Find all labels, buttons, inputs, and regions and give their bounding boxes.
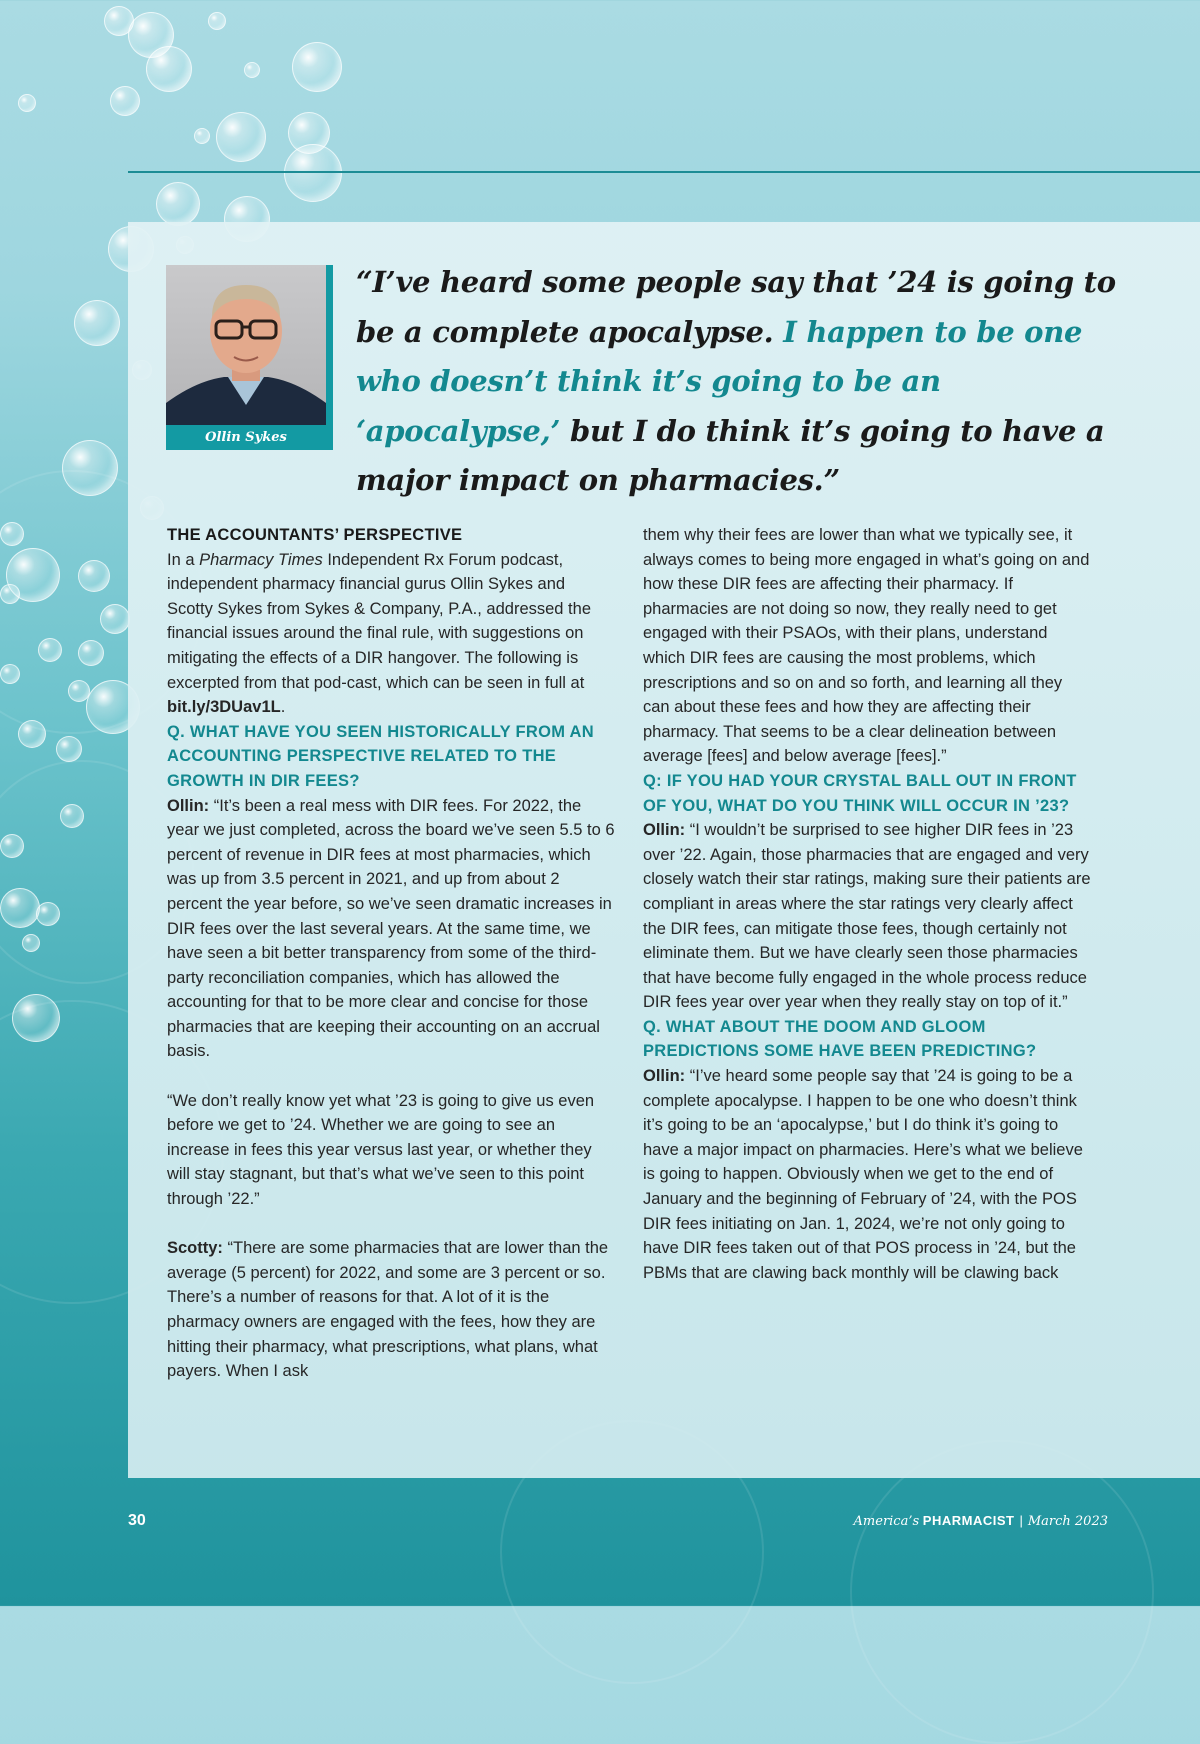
question-heading: Q. WHAT ABOUT THE DOOM AND GLOOM PREDICTIONS SOME HAVE BEEN PREDICTING? — [643, 1017, 1037, 1061]
article-column-right — [643, 523, 1091, 1285]
issue-date: March 2023 — [1027, 1514, 1108, 1529]
portrait-frame — [166, 265, 333, 450]
pull-quote-highlight: I happen to be one who doesn’t think it’s going to be an ‘apocalypse,’ — [356, 314, 1083, 448]
pull-quote-part1: “I’ve heard some people say that ’24 is going to be a complete apocalypse. — [356, 265, 1116, 349]
podcast-link[interactable]: bit.ly/3DUav1L — [167, 698, 281, 717]
pull-quote — [356, 258, 1146, 506]
magazine-prefix: America’s — [853, 1514, 920, 1529]
answer-text: “I wouldn’t be surprised to see higher DIR fees in ’23 over ’22. Again, those pharmacies that are engaged and very closely watch their star ratings, making sure their patients are compliant in areas where the star ratings very clearly affect the DIR fees, can mitigate those fees, though certainly not eliminate them. But we have clearly seen those pharmacies that have become fully engaged in the whole process reduce DIR fees year over year when they really stay on top of it.” — [643, 821, 1091, 1012]
intro-text: Independent Rx Forum podcast, independent pharmacy financial gurus Ollin Sykes and Scotty Sykes from Sykes & Company, P.A., addressed the financial issues around the final rule, with suggestions on mitigating the effects of a DIR hangover. The following is excerpted from that pod-cast, which can be seen in full at — [167, 550, 591, 692]
footer-separator: | — [1019, 1513, 1023, 1528]
header-rule — [128, 171, 1200, 173]
question-heading: Q: IF YOU HAD YOUR CRYSTAL BALL OUT IN FRONT OF YOU, WHAT DO YOU THINK WILL OCCUR IN ’23? — [643, 771, 1077, 815]
answer-paragraph: “We don’t really know yet what ’23 is going to give us even before we get to ’24. Whether we are going to see an increase in fees this year versus last year, or whether they will stay stagnant, but that’s what we’ve seen to this point through ’22.” — [167, 1091, 595, 1209]
answer-text: “There are some pharmacies that are lower than the average (5 percent) for 2022, and some are 3 percent or so. There’s a number of reasons for that. A lot of it is the pharmacy owners are engaged with the fees, how they are hitting their pharmacy, what prescriptions, what plans, what payers. When I ask — [167, 1239, 609, 1381]
answer-paragraph — [643, 818, 1091, 1015]
answer-text: “It’s been a real mess with DIR fees. For 2022, the year we just completed, across the board we’ve seen 5.5 to 6 percent of revenue in DIR fees at most pharmacies, which was up from 3.5 percent in 2021, and up from about 2 percent the year before, so we’ve seen dramatic increases in DIR fees over the last several years. At the same time, we have seen a bit better transparency from some of the third-party reconciliation companies, which has allowed the accounting for that to be more clear and concise for those pharmacies that are keeping their accounting on an accrual basis. — [167, 796, 615, 1061]
article-column-left — [167, 523, 615, 1384]
answer-paragraph — [643, 1064, 1091, 1285]
answer-paragraph — [167, 794, 615, 1065]
portrait-caption: Ollin Sykes — [205, 430, 287, 445]
intro-text: . — [280, 698, 286, 717]
background-swirl — [850, 1440, 1154, 1744]
magazine-footer — [854, 1513, 1108, 1529]
speaker-label: Scotty: — [167, 1239, 223, 1258]
section-title: THE ACCOUNTANTS’ PERSPECTIVE — [167, 526, 463, 544]
intro-text: In a — [167, 550, 200, 569]
speaker-label: Ollin: — [643, 1067, 686, 1086]
page-number: 30 — [128, 1512, 146, 1529]
answer-paragraph: them why their fees are lower than what we typically see, it always comes to being more engaged in what’s going on and how these DIR fees are affecting their pharmacy. If pharmacies are not doing so now, they really need to get engaged with their PSAOs, with their plans, understand which DIR fees are causing the most problems, which prescriptions and so on and so forth, and learning all they can about these fees and how they are affecting their pharmacy. That seems to be a clear delineation between average [fees] and below average [fees].” — [643, 526, 1090, 766]
answer-text: “I’ve heard some people say that ’24 is going to be a complete apocalypse. I happen to be one who doesn’t think it’s going to be an ‘apocalypse,’ but I do think it’s going to have a major impact on pharmacies. Here’s what we believe is going to happen. Obviously when we get to the end of January and the beginning of February of ’24, with the POS DIR fees initiating on Jan. 1, 2024, we’re not only going to have DIR fees taken out of that POS process in ’24, but the PBMs that are clawing back monthly will be clawing back — [643, 1067, 1083, 1282]
question-heading: Q. WHAT HAVE YOU SEEN HISTORICALLY FROM AN ACCOUNTING PERSPECTIVE RELATED TO THE GROWTH IN DIR FEES? — [167, 722, 594, 790]
publication-name: Pharmacy Times — [199, 550, 323, 569]
answer-paragraph — [167, 1236, 615, 1384]
speaker-label: Ollin: — [167, 796, 210, 815]
speaker-label: Ollin: — [643, 821, 686, 840]
magazine-name: PHARMACIST — [922, 1513, 1015, 1528]
pull-quote-part3: but I do think it’s going to have a major impact on pharmacies.” — [356, 413, 1105, 497]
intro-paragraph — [167, 548, 615, 720]
portrait-photo — [166, 265, 326, 425]
